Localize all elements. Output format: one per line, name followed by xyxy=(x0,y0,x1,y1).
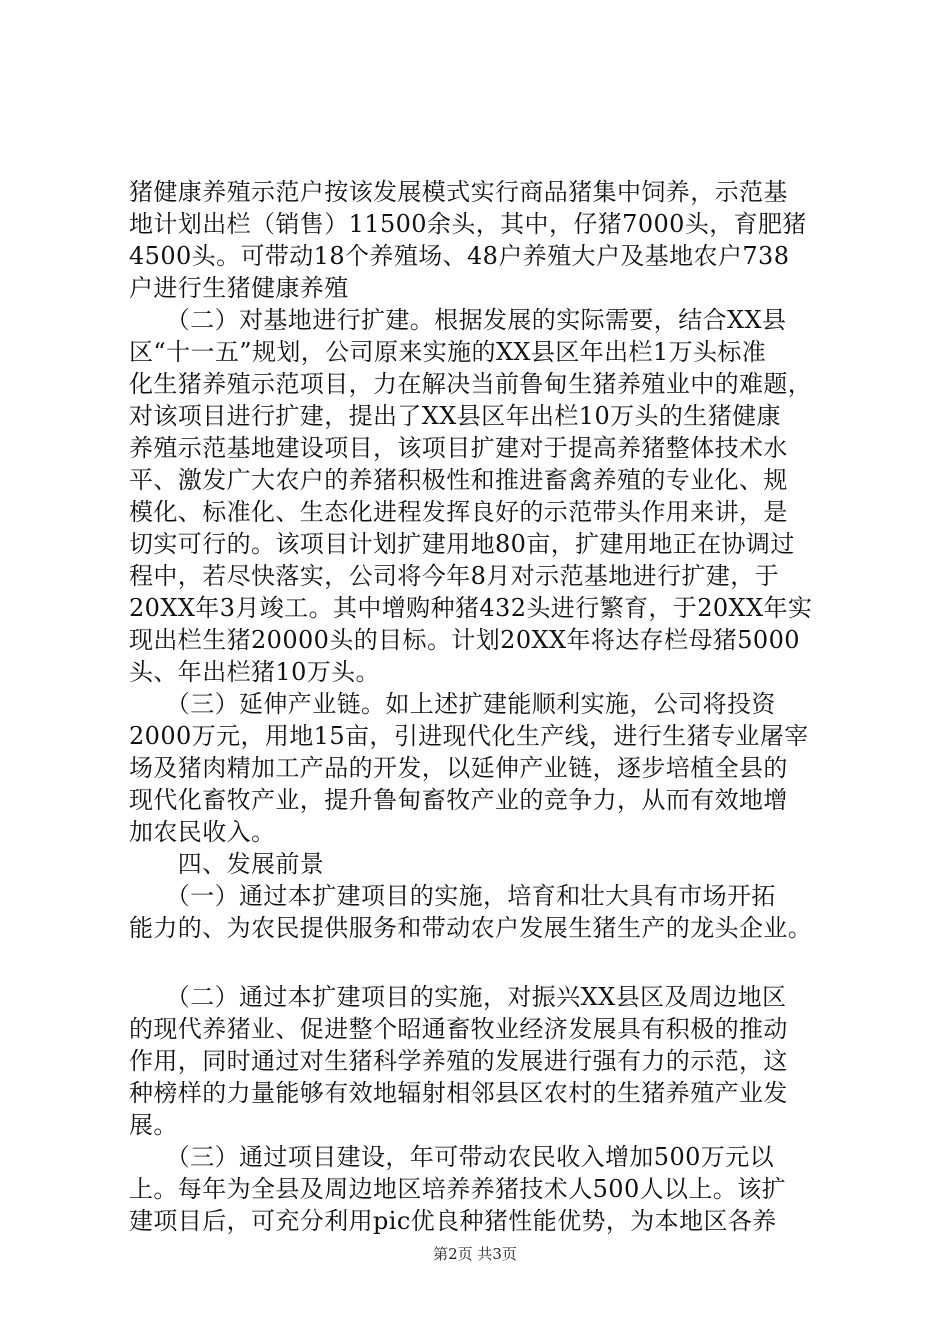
text-line: 20XX年3月竣工。其中增购种猪432头进行繁育，于20XX年实 xyxy=(129,594,813,622)
text-line: 地计划出栏（销售）11500余头，其中，仔猪7000头，育肥猪 xyxy=(129,210,807,238)
text-line: 能力的、为农民提供服务和带动农户发展生猪生产的龙头企业。 xyxy=(129,914,813,942)
text-line: 现出栏生猪20000头的目标。计划20XX年将达存栏母猪5000 xyxy=(129,626,800,654)
text-line: （一）通过本扩建项目的实施，培育和壮大具有市场开拓 xyxy=(129,882,776,910)
text-line: （二）通过本扩建项目的实施，对振兴XX县区及周边地区 xyxy=(129,983,787,1011)
text-line: 加农民收入。 xyxy=(129,818,276,846)
text-line: 的现代养猪业、促进整个昭通畜牧业经济发展具有积极的推动 xyxy=(129,1015,788,1043)
section-heading: 四、发展前景 xyxy=(129,850,325,878)
text-line: （二）对基地进行扩建。根据发展的实际需要，结合XX县 xyxy=(129,306,787,334)
text-line: 程中，若尽快落实，公司将今年8月对示范基地进行扩建，于 xyxy=(129,562,780,590)
text-line: 展。 xyxy=(129,1111,178,1139)
text-line: 模化、标准化、生态化进程发挥良好的示范带头作用来讲，是 xyxy=(129,498,788,526)
text-line: 户进行生猪健康养殖 xyxy=(129,274,349,302)
text-line: 作用，同时通过对生猪科学养殖的发展进行强有力的示范，这 xyxy=(129,1047,788,1075)
text-line: （三）通过项目建设，年可带动农民收入增加500万元以 xyxy=(129,1143,775,1171)
text-line: （三）延伸产业链。如上述扩建能顺利实施，公司将投资 xyxy=(129,690,776,718)
text-line: 现代化畜牧产业，提升鲁甸畜牧产业的竞争力，从而有效地增 xyxy=(129,786,788,814)
text-line: 4500头。可带动18个养殖场、48户养殖大户及基地农户738 xyxy=(129,242,790,270)
text-line: 2000万元，用地15亩，引进现代化生产线，进行生猪专业屠宰 xyxy=(129,722,809,750)
text-line: 对该项目进行扩建，提出了XX县区年出栏10万头的生猪健康 xyxy=(129,402,781,430)
text-line: 养殖示范基地建设项目，该项目扩建对于提高养猪整体技术水 xyxy=(129,434,788,462)
text-line: 区“十一五”规划，公司原来实施的XX县区年出栏1万头标准 xyxy=(129,338,767,366)
page-footer: 第2页 共3页 xyxy=(433,1245,517,1263)
text-line: 平、激发广大农户的养猪积极性和推进畜禽养殖的专业化、规 xyxy=(129,466,788,494)
text-line: 场及猪肉精加工产品的开发，以延伸产业链，逐步培植全县的 xyxy=(129,754,788,782)
text-line: 头、年出栏猪10万头。 xyxy=(129,658,380,686)
text-line: 上。每年为全县及周边地区培养养猪技术人500人以上。该扩 xyxy=(129,1175,787,1203)
text-line: 建项目后，可充分利用pic优良种猪性能优势，为本地区各养 xyxy=(129,1207,777,1235)
text-line: 切实可行的。该项目计划扩建用地80亩，扩建用地正在协调过 xyxy=(129,530,795,558)
text-line: 化生猪养殖示范项目，力在解决当前鲁甸生猪养殖业中的难题， xyxy=(129,370,813,398)
text-line: 种榜样的力量能够有效地辐射相邻县区农村的生猪养殖产业发 xyxy=(129,1079,788,1107)
text-line: 猪健康养殖示范户按该发展模式实行商品猪集中饲养，示范基 xyxy=(129,178,788,206)
